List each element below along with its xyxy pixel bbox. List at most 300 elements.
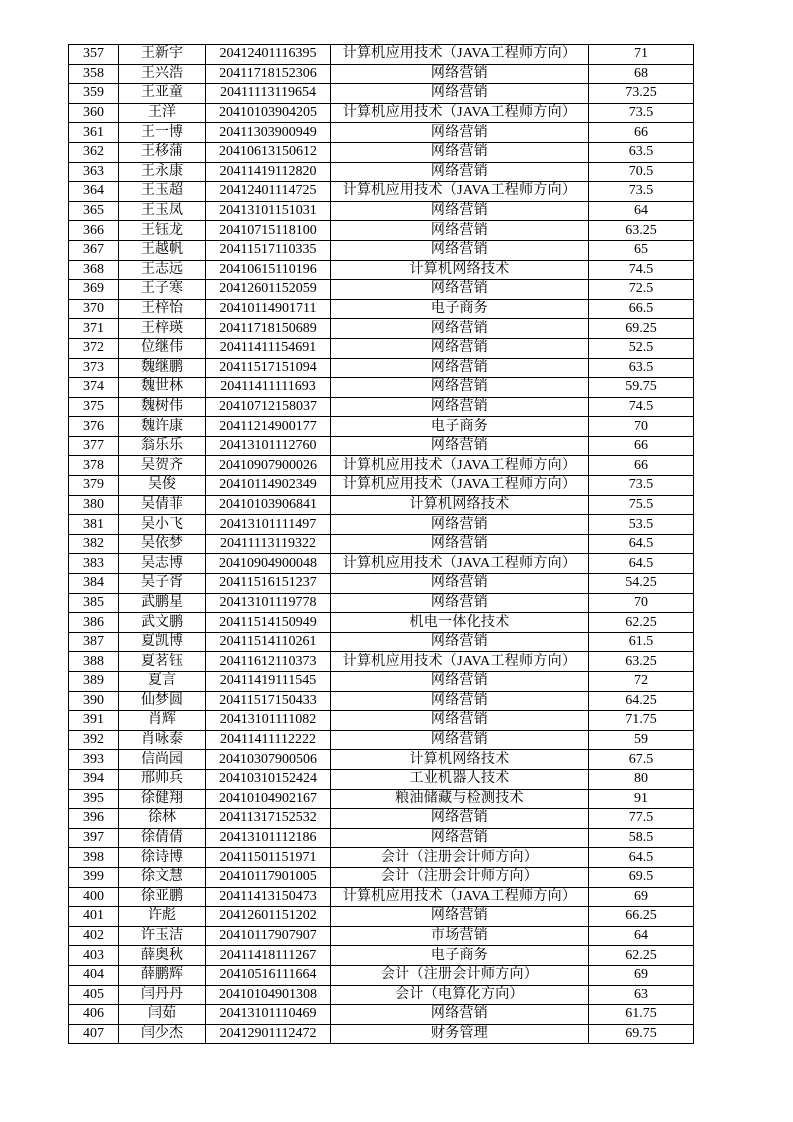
row-number-cell: 359 xyxy=(69,84,119,104)
student-name-cell: 魏树伟 xyxy=(119,397,206,417)
score-cell: 59 xyxy=(589,730,694,750)
student-id-cell: 20413101110469 xyxy=(206,1005,331,1025)
table-row xyxy=(69,711,694,731)
major-cell: 网络营销 xyxy=(331,319,589,339)
score-cell: 64.25 xyxy=(589,691,694,711)
student-name-cell: 徐倩倩 xyxy=(119,828,206,848)
major-cell: 网络营销 xyxy=(331,730,589,750)
row-number-cell: 387 xyxy=(69,632,119,652)
student-name-cell: 吴倩菲 xyxy=(119,495,206,515)
table-row xyxy=(69,828,694,848)
row-number-cell: 369 xyxy=(69,280,119,300)
student-id-cell: 20412401116395 xyxy=(206,45,331,65)
student-id-cell: 20413101112186 xyxy=(206,828,331,848)
score-cell: 58.5 xyxy=(589,828,694,848)
table-row xyxy=(69,534,694,554)
score-cell: 62.25 xyxy=(589,613,694,633)
row-number-cell: 407 xyxy=(69,1024,119,1044)
score-cell: 69.75 xyxy=(589,1024,694,1044)
table-row xyxy=(69,848,694,868)
major-cell: 会计（注册会计师方向） xyxy=(331,848,589,868)
table-row xyxy=(69,358,694,378)
table-row xyxy=(69,201,694,221)
table-row xyxy=(69,554,694,574)
major-cell: 网络营销 xyxy=(331,672,589,692)
table-row xyxy=(69,926,694,946)
major-cell: 网络营销 xyxy=(331,1005,589,1025)
student-id-cell: 20410904900048 xyxy=(206,554,331,574)
student-id-cell: 20411418111267 xyxy=(206,946,331,966)
major-cell: 网络营销 xyxy=(331,123,589,143)
student-name-cell: 魏许康 xyxy=(119,417,206,437)
row-number-cell: 363 xyxy=(69,162,119,182)
table-row xyxy=(69,84,694,104)
table-row xyxy=(69,769,694,789)
major-cell: 电子商务 xyxy=(331,946,589,966)
table-row xyxy=(69,338,694,358)
student-name-cell: 徐林 xyxy=(119,809,206,829)
score-cell: 73.5 xyxy=(589,476,694,496)
table-row xyxy=(69,1005,694,1025)
major-cell: 网络营销 xyxy=(331,534,589,554)
student-id-cell: 20411317152532 xyxy=(206,809,331,829)
major-cell: 网络营销 xyxy=(331,280,589,300)
table-row xyxy=(69,672,694,692)
row-number-cell: 357 xyxy=(69,45,119,65)
table-row xyxy=(69,456,694,476)
score-cell: 61.5 xyxy=(589,632,694,652)
table-row xyxy=(69,946,694,966)
major-cell: 计算机网络技术 xyxy=(331,495,589,515)
row-number-cell: 360 xyxy=(69,103,119,123)
table-row xyxy=(69,789,694,809)
major-cell: 市场营销 xyxy=(331,926,589,946)
student-name-cell: 王一博 xyxy=(119,123,206,143)
major-cell: 电子商务 xyxy=(331,299,589,319)
row-number-cell: 381 xyxy=(69,515,119,535)
major-cell: 计算机网络技术 xyxy=(331,750,589,770)
score-cell: 66.25 xyxy=(589,907,694,927)
major-cell: 网络营销 xyxy=(331,828,589,848)
table-row xyxy=(69,1024,694,1044)
table-row xyxy=(69,378,694,398)
score-cell: 73.5 xyxy=(589,103,694,123)
student-id-cell: 20411517150433 xyxy=(206,691,331,711)
table-row xyxy=(69,965,694,985)
score-cell: 59.75 xyxy=(589,378,694,398)
student-name-cell: 王子寒 xyxy=(119,280,206,300)
row-number-cell: 394 xyxy=(69,769,119,789)
student-name-cell: 王兴浩 xyxy=(119,64,206,84)
table-row xyxy=(69,985,694,1005)
student-id-cell: 20410114901711 xyxy=(206,299,331,319)
major-cell: 计算机应用技术（JAVA工程师方向） xyxy=(331,476,589,496)
student-id-cell: 20410516111664 xyxy=(206,965,331,985)
row-number-cell: 376 xyxy=(69,417,119,437)
student-id-cell: 20411419111545 xyxy=(206,672,331,692)
row-number-cell: 397 xyxy=(69,828,119,848)
student-id-cell: 20411303900949 xyxy=(206,123,331,143)
major-cell: 计算机应用技术（JAVA工程师方向） xyxy=(331,103,589,123)
student-id-cell: 20410615110196 xyxy=(206,260,331,280)
table-row xyxy=(69,299,694,319)
student-id-cell: 20413101112760 xyxy=(206,436,331,456)
table-row xyxy=(69,593,694,613)
score-cell: 67.5 xyxy=(589,750,694,770)
major-cell: 网络营销 xyxy=(331,632,589,652)
student-name-cell: 肖咏泰 xyxy=(119,730,206,750)
major-cell: 计算机应用技术（JAVA工程师方向） xyxy=(331,45,589,65)
student-name-cell: 吴子胥 xyxy=(119,574,206,594)
student-name-cell: 徐健翔 xyxy=(119,789,206,809)
row-number-cell: 400 xyxy=(69,887,119,907)
table-row xyxy=(69,495,694,515)
student-name-cell: 许彪 xyxy=(119,907,206,927)
row-number-cell: 388 xyxy=(69,652,119,672)
score-cell: 74.5 xyxy=(589,260,694,280)
student-id-cell: 20410117907907 xyxy=(206,926,331,946)
student-id-cell: 20410104902167 xyxy=(206,789,331,809)
student-name-cell: 王新宇 xyxy=(119,45,206,65)
major-cell: 工业机器人技术 xyxy=(331,769,589,789)
student-name-cell: 薛鹏辉 xyxy=(119,965,206,985)
table-row xyxy=(69,123,694,143)
major-cell: 机电一体化技术 xyxy=(331,613,589,633)
major-cell: 计算机应用技术（JAVA工程师方向） xyxy=(331,554,589,574)
student-id-cell: 20411419112820 xyxy=(206,162,331,182)
major-cell: 网络营销 xyxy=(331,574,589,594)
student-name-cell: 徐文慧 xyxy=(119,867,206,887)
major-cell: 网络营销 xyxy=(331,593,589,613)
student-name-cell: 吴贺齐 xyxy=(119,456,206,476)
table-row xyxy=(69,397,694,417)
student-name-cell: 王玉超 xyxy=(119,182,206,202)
table-row xyxy=(69,907,694,927)
row-number-cell: 405 xyxy=(69,985,119,1005)
row-number-cell: 377 xyxy=(69,436,119,456)
major-cell: 网络营销 xyxy=(331,691,589,711)
row-number-cell: 380 xyxy=(69,495,119,515)
major-cell: 网络营销 xyxy=(331,221,589,241)
student-id-cell: 20413101111497 xyxy=(206,515,331,535)
major-cell: 计算机应用技术（JAVA工程师方向） xyxy=(331,456,589,476)
score-cell: 72.5 xyxy=(589,280,694,300)
table-row xyxy=(69,162,694,182)
major-cell: 网络营销 xyxy=(331,358,589,378)
student-name-cell: 王钰龙 xyxy=(119,221,206,241)
student-id-cell: 20411517151094 xyxy=(206,358,331,378)
score-cell: 69.25 xyxy=(589,319,694,339)
row-number-cell: 392 xyxy=(69,730,119,750)
student-id-cell: 20410310152424 xyxy=(206,769,331,789)
student-name-cell: 夏言 xyxy=(119,672,206,692)
table-row xyxy=(69,103,694,123)
student-name-cell: 仙梦圆 xyxy=(119,691,206,711)
student-id-cell: 20413101111082 xyxy=(206,711,331,731)
student-id-cell: 20410712158037 xyxy=(206,397,331,417)
score-table xyxy=(68,44,694,1044)
score-cell: 69 xyxy=(589,965,694,985)
student-id-cell: 20410715118100 xyxy=(206,221,331,241)
score-cell: 77.5 xyxy=(589,809,694,829)
student-id-cell: 20411517110335 xyxy=(206,240,331,260)
row-number-cell: 404 xyxy=(69,965,119,985)
major-cell: 网络营销 xyxy=(331,711,589,731)
table-row xyxy=(69,887,694,907)
score-cell: 63 xyxy=(589,985,694,1005)
score-cell: 64.5 xyxy=(589,848,694,868)
student-name-cell: 闫茹 xyxy=(119,1005,206,1025)
score-cell: 64 xyxy=(589,201,694,221)
row-number-cell: 372 xyxy=(69,338,119,358)
student-id-cell: 20411113119322 xyxy=(206,534,331,554)
major-cell: 计算机应用技术（JAVA工程师方向） xyxy=(331,182,589,202)
student-name-cell: 吴依梦 xyxy=(119,534,206,554)
score-cell: 72 xyxy=(589,672,694,692)
score-cell: 69 xyxy=(589,887,694,907)
student-name-cell: 闫丹丹 xyxy=(119,985,206,1005)
student-id-cell: 20412601152059 xyxy=(206,280,331,300)
student-name-cell: 闫少杰 xyxy=(119,1024,206,1044)
table-row xyxy=(69,515,694,535)
row-number-cell: 379 xyxy=(69,476,119,496)
table-row xyxy=(69,730,694,750)
table-row xyxy=(69,417,694,437)
score-cell: 73.25 xyxy=(589,84,694,104)
major-cell: 网络营销 xyxy=(331,201,589,221)
major-cell: 网络营销 xyxy=(331,809,589,829)
score-cell: 71 xyxy=(589,45,694,65)
student-name-cell: 王梓瑛 xyxy=(119,319,206,339)
student-name-cell: 王移蒲 xyxy=(119,142,206,162)
table-row xyxy=(69,809,694,829)
score-cell: 91 xyxy=(589,789,694,809)
score-cell: 52.5 xyxy=(589,338,694,358)
table-row xyxy=(69,436,694,456)
table-row xyxy=(69,652,694,672)
table-row xyxy=(69,280,694,300)
student-id-cell: 20410613150612 xyxy=(206,142,331,162)
table-body xyxy=(69,45,694,1044)
row-number-cell: 386 xyxy=(69,613,119,633)
row-number-cell: 370 xyxy=(69,299,119,319)
score-cell: 70 xyxy=(589,593,694,613)
student-name-cell: 肖辉 xyxy=(119,711,206,731)
major-cell: 网络营销 xyxy=(331,515,589,535)
row-number-cell: 382 xyxy=(69,534,119,554)
row-number-cell: 374 xyxy=(69,378,119,398)
score-cell: 70 xyxy=(589,417,694,437)
student-id-cell: 20413101151031 xyxy=(206,201,331,221)
student-id-cell: 20411411112222 xyxy=(206,730,331,750)
student-id-cell: 20412601151202 xyxy=(206,907,331,927)
row-number-cell: 402 xyxy=(69,926,119,946)
table-row xyxy=(69,182,694,202)
row-number-cell: 396 xyxy=(69,809,119,829)
score-cell: 69.5 xyxy=(589,867,694,887)
score-cell: 64 xyxy=(589,926,694,946)
major-cell: 电子商务 xyxy=(331,417,589,437)
table-row xyxy=(69,613,694,633)
row-number-cell: 390 xyxy=(69,691,119,711)
row-number-cell: 395 xyxy=(69,789,119,809)
student-id-cell: 20410104901308 xyxy=(206,985,331,1005)
score-cell: 62.25 xyxy=(589,946,694,966)
row-number-cell: 375 xyxy=(69,397,119,417)
table-row xyxy=(69,574,694,594)
student-id-cell: 20411411111693 xyxy=(206,378,331,398)
major-cell: 网络营销 xyxy=(331,338,589,358)
row-number-cell: 378 xyxy=(69,456,119,476)
student-name-cell: 王亚童 xyxy=(119,84,206,104)
table-row xyxy=(69,867,694,887)
score-cell: 66 xyxy=(589,436,694,456)
row-number-cell: 368 xyxy=(69,260,119,280)
student-name-cell: 王越帆 xyxy=(119,240,206,260)
student-id-cell: 20411516151237 xyxy=(206,574,331,594)
student-id-cell: 20411514110261 xyxy=(206,632,331,652)
row-number-cell: 393 xyxy=(69,750,119,770)
table-row xyxy=(69,64,694,84)
row-number-cell: 399 xyxy=(69,867,119,887)
student-id-cell: 20410103906841 xyxy=(206,495,331,515)
student-name-cell: 武文鹏 xyxy=(119,613,206,633)
major-cell: 计算机应用技术（JAVA工程师方向） xyxy=(331,887,589,907)
table-row xyxy=(69,221,694,241)
score-cell: 66 xyxy=(589,123,694,143)
row-number-cell: 365 xyxy=(69,201,119,221)
student-name-cell: 邢帅兵 xyxy=(119,769,206,789)
score-cell: 53.5 xyxy=(589,515,694,535)
row-number-cell: 403 xyxy=(69,946,119,966)
major-cell: 网络营销 xyxy=(331,436,589,456)
row-number-cell: 373 xyxy=(69,358,119,378)
student-name-cell: 王志远 xyxy=(119,260,206,280)
table-row xyxy=(69,240,694,260)
row-number-cell: 367 xyxy=(69,240,119,260)
student-name-cell: 位继伟 xyxy=(119,338,206,358)
major-cell: 粮油储藏与检测技术 xyxy=(331,789,589,809)
student-id-cell: 20413101119778 xyxy=(206,593,331,613)
student-name-cell: 徐诗博 xyxy=(119,848,206,868)
row-number-cell: 389 xyxy=(69,672,119,692)
score-cell: 64.5 xyxy=(589,554,694,574)
major-cell: 计算机网络技术 xyxy=(331,260,589,280)
student-id-cell: 20411514150949 xyxy=(206,613,331,633)
student-name-cell: 薛奥秋 xyxy=(119,946,206,966)
major-cell: 网络营销 xyxy=(331,907,589,927)
row-number-cell: 391 xyxy=(69,711,119,731)
student-name-cell: 夏茗钰 xyxy=(119,652,206,672)
major-cell: 网络营销 xyxy=(331,142,589,162)
student-id-cell: 20411214900177 xyxy=(206,417,331,437)
student-name-cell: 王永康 xyxy=(119,162,206,182)
student-name-cell: 魏继鹏 xyxy=(119,358,206,378)
score-cell: 63.5 xyxy=(589,142,694,162)
student-id-cell: 20411413150473 xyxy=(206,887,331,907)
student-name-cell: 翁乐乐 xyxy=(119,436,206,456)
score-cell: 68 xyxy=(589,64,694,84)
score-cell: 66 xyxy=(589,456,694,476)
score-cell: 63.25 xyxy=(589,652,694,672)
score-cell: 65 xyxy=(589,240,694,260)
student-name-cell: 许玉洁 xyxy=(119,926,206,946)
student-id-cell: 20411113119654 xyxy=(206,84,331,104)
major-cell: 网络营销 xyxy=(331,397,589,417)
table-row xyxy=(69,260,694,280)
row-number-cell: 366 xyxy=(69,221,119,241)
score-cell: 66.5 xyxy=(589,299,694,319)
row-number-cell: 398 xyxy=(69,848,119,868)
major-cell: 网络营销 xyxy=(331,240,589,260)
score-cell: 80 xyxy=(589,769,694,789)
student-id-cell: 20410307900506 xyxy=(206,750,331,770)
score-cell: 64.5 xyxy=(589,534,694,554)
row-number-cell: 401 xyxy=(69,907,119,927)
student-id-cell: 20410117901005 xyxy=(206,867,331,887)
major-cell: 会计（电算化方向） xyxy=(331,985,589,1005)
student-name-cell: 王洋 xyxy=(119,103,206,123)
student-name-cell: 王梓怡 xyxy=(119,299,206,319)
major-cell: 网络营销 xyxy=(331,162,589,182)
student-name-cell: 信尚园 xyxy=(119,750,206,770)
score-cell: 63.5 xyxy=(589,358,694,378)
major-cell: 网络营销 xyxy=(331,84,589,104)
table-row xyxy=(69,319,694,339)
row-number-cell: 358 xyxy=(69,64,119,84)
score-cell: 54.25 xyxy=(589,574,694,594)
major-cell: 会计（注册会计师方向） xyxy=(331,965,589,985)
student-name-cell: 武鹏星 xyxy=(119,593,206,613)
student-id-cell: 20411411154691 xyxy=(206,338,331,358)
row-number-cell: 361 xyxy=(69,123,119,143)
student-name-cell: 王玉凤 xyxy=(119,201,206,221)
student-id-cell: 20411501151971 xyxy=(206,848,331,868)
score-cell: 71.75 xyxy=(589,711,694,731)
score-cell: 63.25 xyxy=(589,221,694,241)
table-row xyxy=(69,691,694,711)
table-row xyxy=(69,142,694,162)
table-row xyxy=(69,750,694,770)
student-id-cell: 20412901112472 xyxy=(206,1024,331,1044)
major-cell: 会计（注册会计师方向） xyxy=(331,867,589,887)
row-number-cell: 364 xyxy=(69,182,119,202)
row-number-cell: 371 xyxy=(69,319,119,339)
student-id-cell: 20410907900026 xyxy=(206,456,331,476)
row-number-cell: 406 xyxy=(69,1005,119,1025)
student-id-cell: 20411612110373 xyxy=(206,652,331,672)
major-cell: 计算机应用技术（JAVA工程师方向） xyxy=(331,652,589,672)
row-number-cell: 384 xyxy=(69,574,119,594)
table-row xyxy=(69,45,694,65)
student-id-cell: 20410103904205 xyxy=(206,103,331,123)
major-cell: 网络营销 xyxy=(331,64,589,84)
score-cell: 73.5 xyxy=(589,182,694,202)
student-id-cell: 20411718150689 xyxy=(206,319,331,339)
row-number-cell: 362 xyxy=(69,142,119,162)
major-cell: 财务管理 xyxy=(331,1024,589,1044)
student-id-cell: 20410114902349 xyxy=(206,476,331,496)
row-number-cell: 385 xyxy=(69,593,119,613)
score-cell: 70.5 xyxy=(589,162,694,182)
student-name-cell: 吴小飞 xyxy=(119,515,206,535)
student-name-cell: 魏世林 xyxy=(119,378,206,398)
score-cell: 75.5 xyxy=(589,495,694,515)
student-name-cell: 徐亚鹏 xyxy=(119,887,206,907)
student-id-cell: 20411718152306 xyxy=(206,64,331,84)
row-number-cell: 383 xyxy=(69,554,119,574)
student-name-cell: 夏凯博 xyxy=(119,632,206,652)
